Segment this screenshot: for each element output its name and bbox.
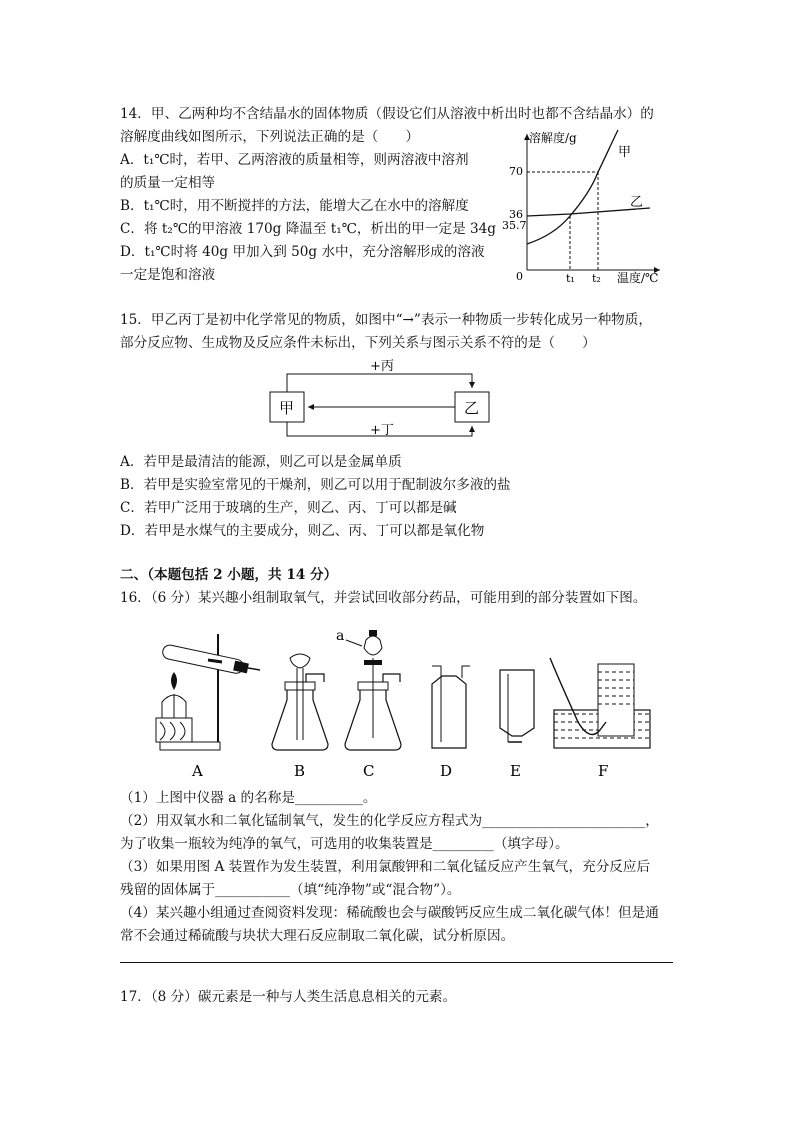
apparatus-label-b: B	[294, 762, 306, 780]
q14-option-d: D．t₁℃时将 40g 甲加入到 50g 水中，充分溶解形成的溶液	[120, 244, 485, 260]
instrument-a-label: a	[336, 628, 345, 644]
q14-option-d-cont: 一定是饱和溶液	[120, 267, 216, 283]
q16-sub2-line1: （2）用双氧水和二氧化锰制氧气，发生的化学反应方程式为________________________，	[120, 813, 659, 829]
q16-stem: 16．（6 分）某兴趣小组制取氧气，并尝试回收部分药品，可能用到的部分装置如下图。	[120, 590, 647, 606]
chart-ylabel: 溶解度/g	[529, 131, 577, 145]
series-jia-curve	[527, 130, 618, 244]
apparatus-label-d: D	[440, 762, 453, 780]
x-tick-label-t1: t₁	[566, 272, 575, 285]
q16-sub3-line2: 残留的固体属于___________（填“纯净物”或“混合物”）。	[120, 882, 461, 898]
q16-sub2-line2: 为了收集一瓶较为纯净的氧气，可选用的收集装置是_________（填字母）。	[120, 836, 569, 852]
top-label: +丙	[370, 359, 394, 374]
apparatus-d	[432, 666, 470, 748]
chart-xlabel: 温度/℃	[617, 271, 659, 285]
q17-stem: 17．（8 分）碳元素是一种与人类生活息息相关的元素。	[120, 989, 457, 1005]
arrow-top-path	[287, 374, 472, 392]
q15-option-d: D．若甲是水煤气的主要成分，则乙、丙、丁可以都是氧化物	[120, 523, 485, 539]
q15-option-a: A．若甲是最清洁的能源，则乙可以是金属单质	[120, 454, 402, 470]
q15-option-c: C．若甲广泛用于玻璃的生产，则乙、丙、丁可以都是碱	[120, 500, 457, 516]
x-tick-label-t2: t₂	[592, 272, 601, 285]
solubility-chart	[500, 128, 680, 288]
q14-option-a: A．t₁℃时，若甲、乙两溶液的质量相等，则两溶液中溶剂	[120, 152, 469, 168]
q16-sub4-line1: （4）某兴趣小组通过查阅资料发现：稀硫酸也会与碳酸钙反应生成二氧化碳气体！但是通	[120, 905, 659, 921]
y-tick-label-35-7: 35.7	[502, 219, 527, 232]
apparatus-label-a: A	[192, 762, 203, 780]
q16-sub4-line2: 常不会通过稀硫酸与块状大理石反应制取二氧化碳，试分析原因。	[120, 928, 515, 944]
box-yi-label: 乙	[464, 399, 480, 417]
answer-line	[120, 962, 673, 963]
apparatus-e	[500, 670, 534, 742]
bottom-label: +丁	[370, 423, 394, 438]
q14-option-c: C．将 t₂℃的甲溶液 170g 降温至 t₁℃，析出的甲一定是 34g	[120, 221, 496, 237]
q14-stem-line1: 14．甲、乙两种均不含结晶水的固体物质（假设它们从溶液中析出时也都不含结晶水）的	[120, 106, 654, 122]
apparatus-b	[272, 654, 328, 750]
q16-sub3-line1: （3）如果用图 A 装置作为发生装置，利用氯酸钾和二氧化锰反应产生氧气，充分反应后	[120, 859, 651, 875]
q15-stem-line2: 部分反应物、生成物及反应条件未标出，下列关系与图示关系不符的是（ ）	[120, 335, 596, 351]
apparatus-f	[550, 658, 650, 748]
apparatus-diagram	[150, 622, 670, 784]
q15-stem-line1: 15．甲乙丙丁是初中化学常见的物质，如图中“→”表示一种物质一步转化成另一种物质，	[120, 312, 652, 328]
series-label-jia: 甲	[618, 145, 632, 160]
q14-option-b: B．t₁℃时，用不断搅拌的方法，能增大乙在水中的溶解度	[120, 198, 469, 214]
box-jia-label: 甲	[279, 399, 295, 417]
apparatus-label-c: C	[363, 762, 375, 780]
q14-stem-line2: 溶解度曲线如图所示，下列说法正确的是（ ）	[120, 129, 420, 145]
conversion-diagram	[260, 358, 500, 440]
apparatus-label-e: E	[510, 762, 521, 780]
y-tick-label-36: 36	[509, 208, 523, 221]
q15-option-b: B．若甲是实验室常见的干燥剂，则乙可以用于配制波尔多液的盐	[120, 477, 511, 493]
series-label-yi: 乙	[630, 195, 644, 210]
q16-sub1: （1）上图中仪器 a 的名称是__________。	[120, 790, 377, 806]
q14-option-a-cont: 的质量一定相等	[120, 175, 216, 191]
chart-origin-label: 0	[516, 270, 523, 283]
apparatus-c	[345, 630, 401, 750]
y-tick-label-70: 70	[509, 165, 523, 178]
apparatus-a	[156, 634, 260, 750]
section2-title: 二、（本题包括 2 小题，共 14 分）	[120, 567, 338, 583]
apparatus-label-f: F	[598, 762, 609, 780]
